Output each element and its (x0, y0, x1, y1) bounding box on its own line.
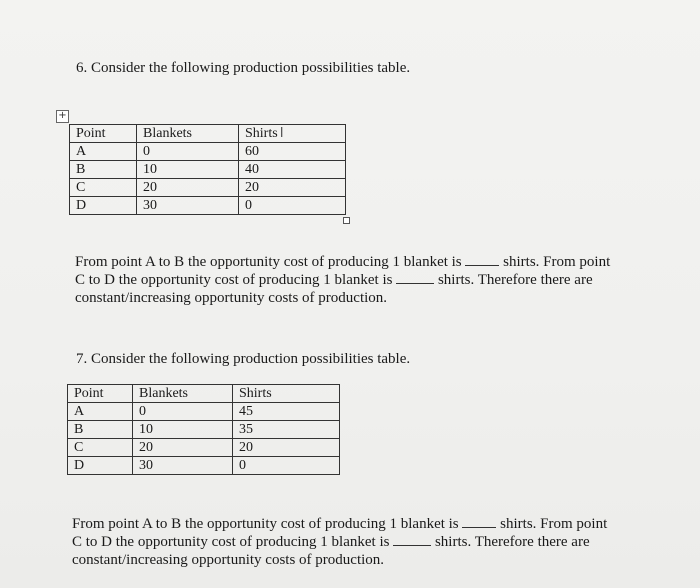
answer-blank[interactable] (465, 253, 499, 266)
header-blankets: Blankets (133, 385, 233, 403)
table-row (70, 161, 346, 179)
cell-shirts: 60 (239, 143, 346, 161)
answer-blank[interactable] (462, 515, 496, 528)
text-span: From point A to B the opportunity cost of producing 1 blanket is (72, 516, 459, 532)
answer-blank[interactable] (396, 271, 434, 284)
cell-blankets: 20 (137, 179, 239, 197)
table-move-handle-icon[interactable]: + (56, 110, 69, 123)
text-span: shirts. From point (500, 516, 608, 532)
cell-point: A (68, 403, 133, 421)
cell-blankets: 30 (137, 197, 239, 215)
cell-blankets: 0 (137, 143, 239, 161)
cell-shirts: 20 (233, 439, 340, 457)
cell-point: B (70, 161, 137, 179)
text-span: shirts. Therefore there are (434, 534, 590, 550)
cell-shirts: 0 (233, 457, 340, 475)
table-row (70, 197, 346, 215)
text-span: From point A to B the opportunity cost of producing 1 blanket is (75, 254, 462, 270)
cell-point: B (68, 421, 133, 439)
cell-point: D (70, 197, 137, 215)
header-shirts-label: Shirts (245, 126, 278, 141)
question-6-title: 6. Consider the following production possibilities table. (76, 60, 411, 76)
text-line (72, 533, 607, 551)
cell-blankets: 0 (133, 403, 233, 421)
answer-blank[interactable] (393, 533, 431, 546)
text-span: C to D the opportunity cost of producing 1 blanket is (75, 272, 393, 288)
table-row (68, 403, 340, 421)
header-blankets: Blankets (137, 125, 239, 143)
header-point: Point (70, 125, 137, 143)
text-line: constant/increasing opportunity costs of production. (75, 290, 388, 306)
text-line: constant/increasing opportunity costs of production. (72, 552, 385, 568)
header-point: Point (68, 385, 133, 403)
table-resize-handle[interactable] (343, 217, 350, 224)
question-6-text (75, 253, 610, 307)
table-header-row (70, 125, 346, 143)
cell-point: C (70, 179, 137, 197)
cell-blankets: 30 (133, 457, 233, 475)
table-row (68, 439, 340, 457)
text-span: shirts. Therefore there are (437, 272, 593, 288)
text-line (72, 515, 607, 533)
text-span: C to D the opportunity cost of producing 1 blanket is (72, 534, 390, 550)
text-line (75, 253, 610, 271)
cell-shirts: 20 (239, 179, 346, 197)
table-row (70, 179, 346, 197)
cell-shirts: 40 (239, 161, 346, 179)
cell-shirts: 0 (239, 197, 346, 215)
cell-point: C (68, 439, 133, 457)
cell-point: A (70, 143, 137, 161)
cell-point: D (68, 457, 133, 475)
cell-shirts: 45 (233, 403, 340, 421)
cell-blankets: 20 (133, 439, 233, 457)
question-7-title: 7. Consider the following production possibilities table. (76, 351, 411, 367)
table-row (68, 421, 340, 439)
cell-shirts: 35 (233, 421, 340, 439)
text-line (75, 271, 610, 289)
text-span: shirts. From point (503, 254, 611, 270)
production-table-q7 (67, 384, 340, 475)
header-shirts: Shirts (233, 385, 340, 403)
question-7-text (72, 515, 607, 569)
header-shirts (239, 125, 346, 143)
table-row (68, 457, 340, 475)
production-table-q6 (69, 124, 346, 215)
cell-blankets: 10 (133, 421, 233, 439)
cell-blankets: 10 (137, 161, 239, 179)
text-cursor-icon: I (279, 126, 284, 141)
table-header-row (68, 385, 340, 403)
table-row (70, 143, 346, 161)
